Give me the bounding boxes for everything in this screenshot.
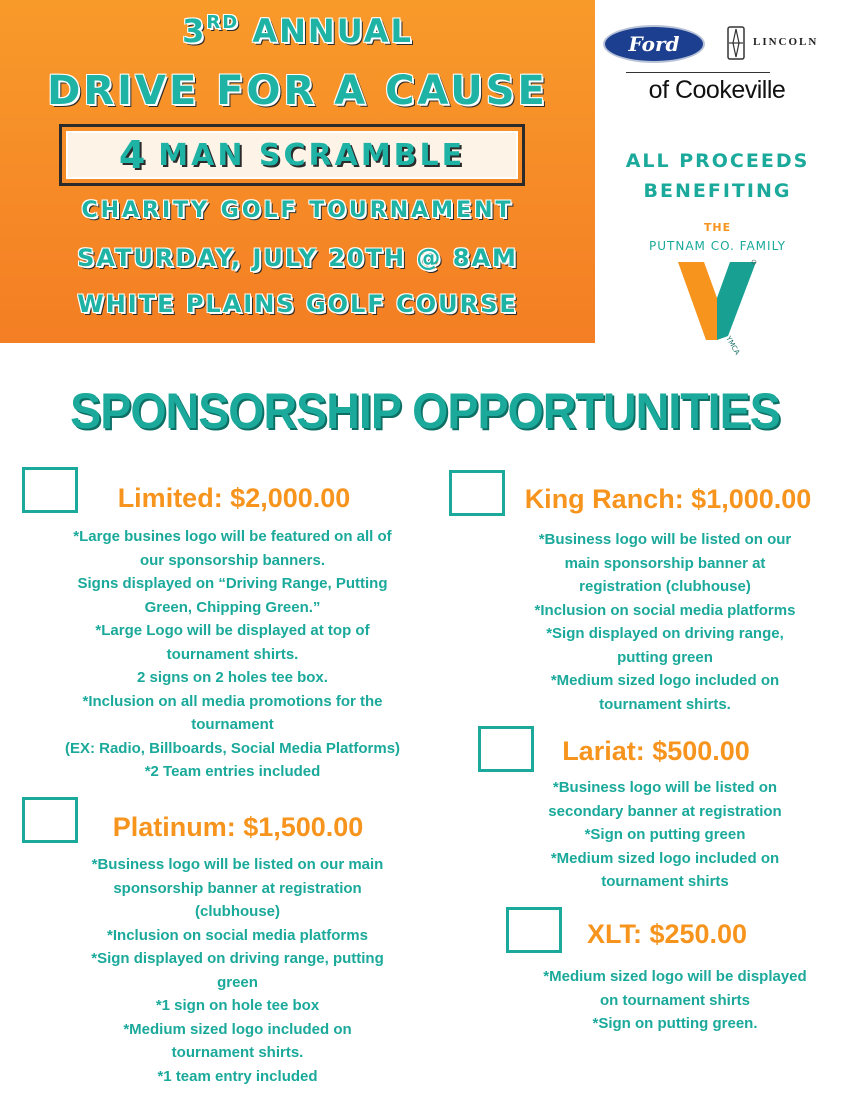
ymca-the-text: THE (703, 221, 732, 234)
ford-logo-text: Ford (628, 32, 680, 56)
event-title: DRIVE FOR A CAUSE (47, 68, 548, 114)
tier-title-lariat: Lariat: $500.00 (562, 736, 750, 766)
event-date: SATURDAY, JULY 20TH @ 8AM (77, 244, 518, 272)
annual-suffix: RD (206, 12, 240, 33)
annual-number: 3 (182, 12, 207, 50)
tier-benefits-platinum: *Business logo will be listed on our main sponsorship banner at registration (clubhouse) *Inclusion on social media platforms *Sign displayed on driving range, putting green *1 sign on hole tee box *Medium sized logo included on tournament shirts. *1 team entry included (91, 856, 384, 1085)
ymca-y-icon (676, 258, 758, 357)
event-banner (0, 0, 595, 343)
annual-line (0, 12, 595, 50)
tier-benefits-king-ranch: *Business logo will be listed on our main sponsorship banner at registration (clubhouse) *Inclusion on social media platforms *Sign displayed on driving range, putting green *Medium sized logo included on tournament shirts. (534, 531, 796, 713)
dealer-name: of Cookeville (648, 76, 786, 104)
ymca-mark-text: YMCA (724, 335, 742, 357)
lincoln-logo-text: LINCOLN (753, 36, 819, 48)
page-title: SPONSORSHIP OPPORTUNITIES (70, 383, 780, 439)
annual-word: ANNUAL (252, 12, 413, 50)
limited-checkbox[interactable] (22, 467, 78, 513)
scramble-number: 4 (118, 133, 149, 177)
tier-title-limited: Limited: $2,000.00 (117, 483, 351, 513)
king-ranch-checkbox[interactable] (449, 470, 505, 516)
ford-logo (603, 25, 705, 63)
tier-benefits-limited: *Large busines logo will be featured on all of our sponsorship banners. Signs displayed on “Driving Range, Putting Green, Chipping Green.” *Large Logo will be displayed at top of tournament shirts. 2 signs on 2 holes tee box. *Inclusion on all media promotions for the tournament (EX: Radio, Billboards, Social Media Platforms) *2 Team entries included (64, 528, 401, 780)
tier-benefits-lariat: *Business logo will be listed on secondary banner at registration *Sign on putting green *Medium sized logo included on tournament shirts (548, 779, 782, 890)
scramble-text: MAN SCRAMBLE (158, 137, 466, 173)
platinum-checkbox[interactable] (22, 797, 78, 843)
proceeds-text: ALL PROCEEDS BENEFITING (625, 150, 810, 202)
tournament-type: CHARITY GOLF TOURNAMENT (81, 198, 514, 223)
scramble-label (66, 131, 518, 179)
tier-benefits-xlt: *Medium sized logo will be displayed on tournament shirts *Sign on putting green. (543, 968, 807, 1032)
dealer-divider (626, 72, 770, 73)
scramble-frame (59, 124, 525, 186)
ymca-family-text: PUTNAM CO. FAMILY (649, 239, 786, 253)
tier-title-xlt: XLT: $250.00 (586, 919, 748, 949)
lariat-checkbox[interactable] (478, 726, 534, 772)
xlt-checkbox[interactable] (506, 907, 562, 953)
tier-title-platinum: Platinum: $1,500.00 (112, 812, 364, 842)
lincoln-star-icon (727, 26, 745, 60)
tier-title-king-ranch: King Ranch: $1,000.00 (524, 484, 812, 514)
event-venue: WHITE PLAINS GOLF COURSE (77, 290, 518, 318)
